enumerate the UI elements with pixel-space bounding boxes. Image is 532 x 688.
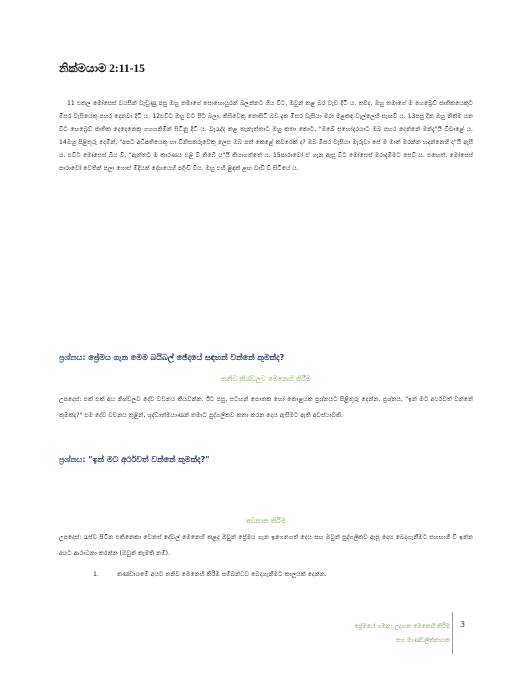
list-item-text: කණ්ඩායමේ අයට තනිව මෙනෙහි කිරීම සම්බන්ධව බෙදාගැනීමට කාලයක් දෙන්න.: [117, 571, 327, 578]
question-2: [59, 455, 209, 465]
question-1-label: ප්‍රශ්නය:: [59, 353, 86, 362]
page-number: 3: [460, 620, 466, 629]
footer-divider: [452, 612, 453, 654]
question-1-text: ප්‍රේමය ගැන මෙම බයිබල් ඡේදයේ සඳහන් වන්නේ කුමක්ද?: [85, 353, 285, 362]
guidance-paragraph-2: උපදෙස්: රැස්ව සිටින එකිනෙකා වෙනස් දේවල් මෙනෙහි කළද ඔවුන් ප්‍රේමය ගැන ඉගෙනගත් දෙය සහ ඔවුන් පුද්ගලිකව ඇසූ දෙය බෙදාගැනීමට සහභාගී වී ඉන්න අයට ආරාධනා කරන්න (ඔවුන් කැමති නම්).: [59, 534, 473, 557]
list-item-number: 1.: [93, 571, 99, 578]
question-1: [59, 353, 284, 363]
footer-line-1: ප්‍රේමයේ ගමන: උදාහන මෙනෙහි කිරීම: [354, 623, 450, 630]
section-heading-meditation: තනිව නිශ්චලව මෙනෙහි කිරීම: [221, 375, 311, 383]
page-footer: [354, 620, 450, 648]
question-2-label: ප්‍රශ්නය:: [59, 455, 86, 464]
guidance-paragraph-1: [59, 382, 473, 423]
guidance-1-text: උපදෙස්: එක් එක් අය නිශ්චලව දේව වචනය කියවන්න. ඊට පසු, සටහන් පොතක හෝ කොළයක ප්‍රශ්නයට පිළිතුරු දෙන්න. ප්‍රශ්නය, "ඉන් මට අර්ථවත් වන්නේ කුමක්ද?" එම දේව වචනය තුළින්, ශුද්ධාත්මයාණන් තමාට පුද්ගලිකව කතා කරන දෙය ඇසීමට ඇති අවස්ථාවකි.: [59, 396, 473, 419]
passage-heading: නික්මයාම 2:11-15: [59, 63, 145, 75]
footer-line-2: සහ මාණ්ඩලික්නායක: [396, 637, 450, 644]
question-2-text: "ඉන් මට අර්ථවත් වන්නේ කුමක්ද?": [85, 455, 210, 464]
section-heading-closing: අවසාන කිරීම: [246, 517, 286, 525]
scripture-passage: 11 එකල මෝසෙස් වයසින් වැඩුණු පසු ඔහු තමාගේ සොහොයුරන් බලන්නට ගිය විට, ඔවුන් කළ බර වැඩ දිටි ය. තවද, ඔහු තමාගේ ම හෙබ්‍රෙව් ජාතිකයෙකුට මිසර වැසියෙකු පහර දෙනවා දිටි ය. 12එවිට ඔහු වට පිට බලා, කිසිවෙකු නොසිටි බව දැක මිසර වැසියා මරා මළකඳ වැල්ලෙහි සැඟවී ය. 13පසු දින ඔහු නික්ම යන විට හෙබ්‍රෙව් ජාතික දෙදෙනෙකු ගහගනිමින් සිටිනු දිටි ය. වැරැද්ද කළ තැනැත්තාට ඔහු කතා කොට, "ඔබේ සහෝදරයාට ඔබ පහර දෙන්නේ මන්දැ"යි විචාළේ ය. 14ඔහු පිළිතුරු දෙමින්, "අපට අධිපතියෙකු හා විනිසකරුවෙකු ලෙස ඔබ පත් කෙළේ කවරෙක් ද? ඔබ මිසර වැසියා මැරූවා සේ ම මාත් මරන්න හදන්නෙහි ද"යි ඇසී ය. එවිට මෝසෙස් බිය වී, "ඇත්තට ම කාරණය එළි වී තිබේ ය"යි කියාගත්තේ ය. 15පාරාවෝ ඒ ගැන ඇසූ විට මෝසෙස් මරාදැමීමට සෙවී ය. එහෙත්, මෝසෙස් පාරාවෝ වෙතින් පලා ගොස් මිදියන් දේශයෙහි පදිංචි විය. ඔහු එහි ළිඳක් ළඟ වාඩි වී සිටියේ ය.: [59, 100, 473, 173]
